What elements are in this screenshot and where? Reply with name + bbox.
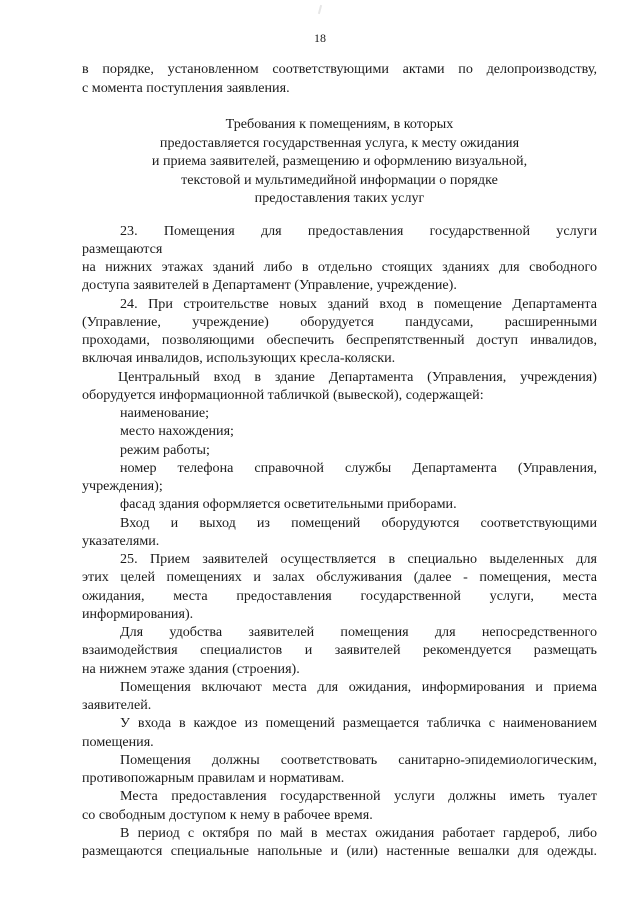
page-number: 18: [314, 31, 326, 45]
section-heading-line: текстовой и мультимедийной информации о порядке: [181, 172, 498, 188]
clause-23-line: на нижних этажах зданий либо в отдельно стоящих зданиях для свободного: [82, 259, 597, 275]
clause-24-line: 24. При строительстве новых зданий вход в помещение Департамента: [120, 296, 597, 312]
sanitary-line: Помещения должны соответствовать санитарно-эпидемиологическим,: [120, 752, 597, 768]
premises-include-line: Помещения включают места для ожидания, информирования и приема: [120, 679, 597, 695]
signboard-list-item: номер телефона справочной службы Департамента (Управления,: [120, 460, 597, 476]
clause-23-line: 23. Помещения для предоставления государственной услуги: [120, 223, 597, 239]
intro-line: с момента поступления заявления.: [82, 80, 290, 96]
clause-25-line: ожидания, места предоставления государственной услуги, места: [82, 588, 597, 604]
section-heading-line: предоставления таких услуг: [254, 190, 425, 206]
signboard-list-item: наименование;: [120, 405, 210, 421]
convenience-line: на нижнем этаже здания (строения).: [82, 661, 300, 677]
entrance-exit-line: Вход и выход из помещений оборудуются соответствующими: [120, 515, 597, 531]
clause-25-line: информирования).: [82, 606, 194, 622]
clause-24-line: проходами, позволяющими обеспечить беспрепятственный доступ инвалидов,: [82, 332, 597, 348]
signboard-list-item: место нахождения;: [120, 423, 234, 439]
clause-25-line: 25. Прием заявителей осуществляется в специально выделенных для: [120, 551, 597, 567]
signboard-list-item: учреждения);: [82, 478, 163, 494]
central-entrance-line: оборудуется информационной табличкой (вывеской), содержащей:: [82, 387, 484, 403]
clause-23-line: размещаются: [82, 241, 163, 257]
scan-mark: [318, 5, 322, 14]
section-heading-line: предоставляется государственная услуга, к месту ожидания: [159, 135, 520, 151]
section-heading-line: и приема заявителей, размещению и оформлению визуальной,: [151, 153, 528, 169]
convenience-line: Для удобства заявителей помещения для непосредственного: [120, 624, 597, 640]
facade-lighting-line: фасад здания оформляется осветительными приборами.: [120, 496, 457, 512]
central-entrance-line: Центральный вход в здание Департамента (Управления, учреждения): [118, 369, 597, 385]
toilet-line: со свободным доступом к нему в рабочее время.: [82, 807, 373, 823]
sanitary-line: противопожарным правилам и нормативам.: [82, 770, 345, 786]
convenience-line: взаимодействия специалистов и заявителей рекомендуется размещать: [82, 642, 597, 658]
clause-25-line: этих целей помещениях и залах обслуживания (далее - помещения, места: [82, 569, 597, 585]
wardrobe-line: размещаются специальные напольные и (или) настенные вешалки для одежды.: [82, 843, 597, 859]
toilet-line: Места предоставления государственной услуги должны иметь туалет: [120, 788, 597, 804]
entrance-exit-line: указателями.: [82, 533, 160, 549]
clause-24-line: (Управление, учреждение) оборудуется пандусами, расширенными: [82, 314, 597, 330]
signplate-line: У входа в каждое из помещений размещается табличка с наименованием: [120, 715, 597, 731]
premises-include-line: заявителей.: [82, 697, 152, 713]
signboard-list-item: режим работы;: [120, 442, 210, 458]
clause-24-line: включая инвалидов, использующих кресла-коляски.: [82, 350, 396, 366]
wardrobe-line: В период с октября по май в местах ожидания работает гардероб, либо: [120, 825, 597, 841]
signplate-line: помещения.: [82, 734, 154, 750]
clause-23-line: доступа заявителей в Департамент (Управление, учреждение).: [82, 277, 457, 293]
section-heading-line: Требования к помещениям, в которых: [225, 116, 454, 132]
intro-line: в порядке, установленном соответствующими актами по делопроизводству,: [82, 61, 597, 77]
